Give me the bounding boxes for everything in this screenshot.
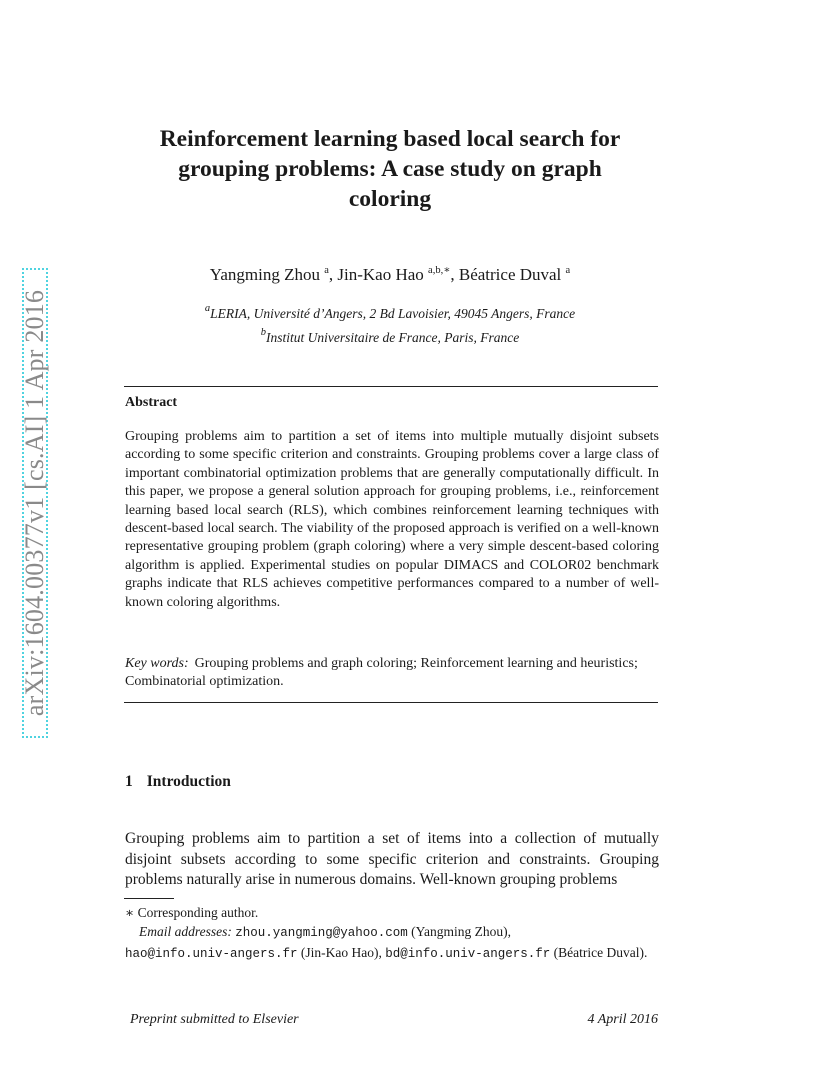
section-title: Introduction	[146, 773, 231, 790]
author-3-affiliation-mark: a	[565, 265, 571, 276]
author-separator: ,	[328, 265, 338, 284]
introduction-paragraph: Grouping problems aim to partition a set of items into a collection of mutually disjoint subsets according to some specific criterion and constraints. Grouping problems naturally arise in numerous domains. Well-known grouping problems	[125, 830, 659, 888]
abstract-heading: Abstract	[125, 395, 178, 410]
author-2-affiliation-mark: a,b,∗	[428, 265, 451, 276]
email-label: Email addresses:	[139, 924, 232, 939]
email-link-duval[interactable]: bd@info.univ-angers.fr	[385, 947, 551, 961]
author-1-affiliation-mark: a	[324, 265, 329, 276]
author-separator: ,	[450, 265, 459, 284]
paper-title	[100, 124, 680, 214]
footnote-marker: ∗	[125, 905, 135, 920]
arxiv-identifier-text: arXiv:1604.00377v1 [cs.AI] 1 Apr 2016	[20, 289, 49, 717]
footnote-corresponding: Corresponding author.	[137, 905, 259, 920]
abstract-top-rule	[124, 386, 658, 387]
abstract-body: Grouping problems aim to partition a set of items into multiple mutually disjoint subsets according to some specific criterion and constraints. Grouping problems cover a large class of important combinatorial optimization problems that are generally computationally difficult. In this paper, we propose a general solution approach for grouping problems, i.e., reinforcement learning based local search (RLS), which combines reinforcement learning techniques with descent-based local search. The viability of the proposed approach is verified on a well-known representative grouping problem (graph coloring) where a very simple descent-based coloring algorithm is applied. Experimental studies on popular DIMACS and COLOR02 benchmark graphs indicate that RLS achieves competitive performances compared to a number of well-known coloring algorithms.	[125, 429, 659, 610]
affiliation-b-text: Institut Universitaire de France, Paris, France	[265, 330, 520, 345]
author-2-name: Jin-Kao Hao	[337, 265, 424, 284]
email-link-hao[interactable]: hao@info.univ-angers.fr	[125, 947, 298, 961]
email-owner-hao: (Jin-Kao Hao),	[300, 945, 382, 960]
author-3-name: Béatrice Duval	[458, 265, 562, 284]
author-1-name: Yangming Zhou	[209, 265, 320, 284]
footnote	[125, 903, 659, 964]
keywords-text: Grouping problems and graph coloring; Reinforcement learning and heuristics; Combinatorial optimization.	[125, 656, 638, 690]
affiliation-a	[100, 303, 680, 322]
title-line-1: Reinforcement learning based local search for	[159, 126, 621, 152]
footnote-rule	[124, 898, 174, 899]
email-owner-zhou: (Yangming Zhou),	[411, 924, 512, 939]
keywords-label: Key words:	[125, 656, 189, 671]
footer-preprint-note: Preprint submitted to Elsevier	[130, 1012, 299, 1027]
affiliation-a-text: LERIA, Université d’Angers, 2 Bd Lavoisier, 49045 Angers, France	[210, 306, 576, 321]
title-line-2: grouping problems: A case study on graph	[178, 156, 602, 182]
affiliation-b-mark: b	[260, 327, 266, 338]
footer-date: 4 April 2016	[587, 1012, 658, 1027]
section-heading-introduction	[125, 773, 231, 791]
email-link-zhou[interactable]: zhou.yangming@yahoo.com	[235, 926, 408, 940]
affiliation-b	[100, 327, 680, 346]
author-list	[100, 264, 680, 285]
affiliation-a-mark: a	[204, 303, 211, 314]
section-number: 1	[125, 773, 133, 790]
abstract-bottom-rule	[124, 702, 658, 703]
keywords	[125, 655, 659, 692]
title-line-3: coloring	[348, 186, 432, 212]
email-owner-duval: (Béatrice Duval).	[553, 945, 648, 960]
arxiv-identifier-stamp	[22, 268, 48, 738]
